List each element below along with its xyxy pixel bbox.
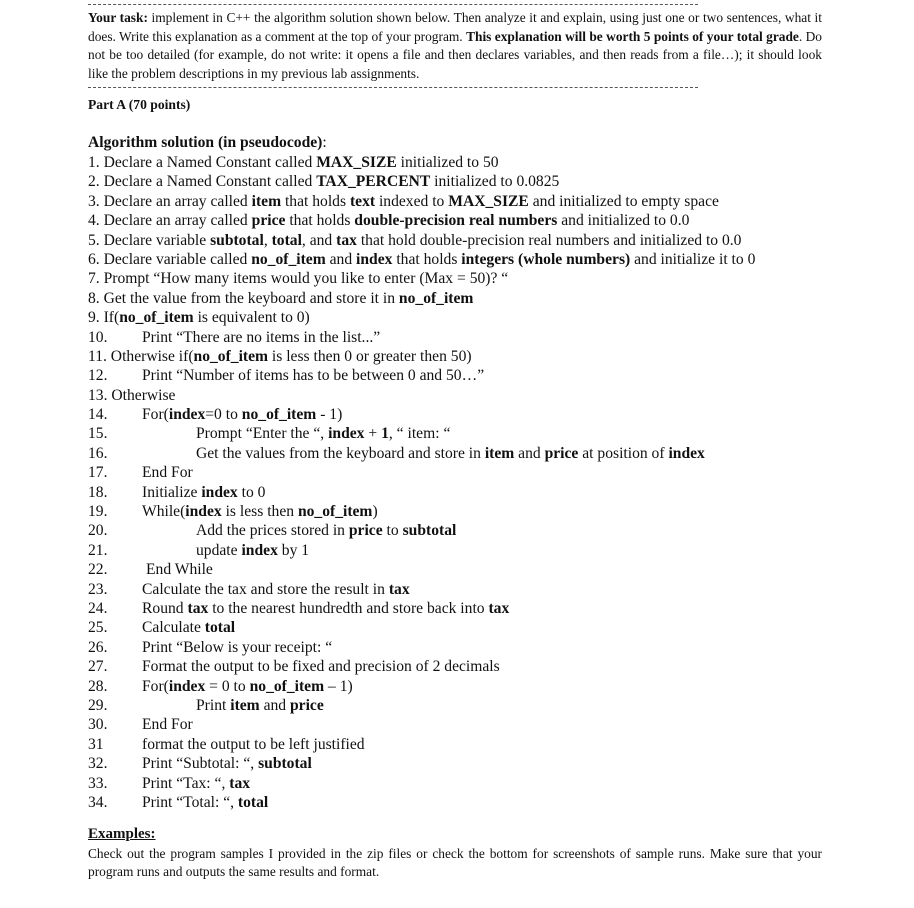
line-number: 15. bbox=[88, 425, 108, 443]
pseudocode-line bbox=[88, 502, 828, 521]
line-text-segment: indexed to bbox=[375, 192, 449, 210]
line-text-segment: For( bbox=[142, 677, 169, 695]
identifier-bold: item bbox=[484, 444, 515, 462]
line-text-segment: that holds bbox=[285, 212, 355, 230]
identifier-bold: TAX_PERCENT bbox=[316, 173, 431, 191]
pseudocode-line bbox=[88, 192, 828, 211]
line-text bbox=[88, 250, 755, 269]
line-number: 33. bbox=[88, 774, 108, 792]
line-number: 29. bbox=[88, 696, 108, 714]
line-number: 34. bbox=[88, 793, 108, 811]
pseudocode-line bbox=[88, 308, 828, 327]
identifier-bold: no_of_item bbox=[119, 309, 194, 327]
pseudocode-line bbox=[88, 347, 828, 366]
part-a-heading: Part A (70 points) bbox=[88, 97, 191, 112]
line-text bbox=[142, 580, 410, 599]
line-text bbox=[88, 269, 508, 288]
line-text bbox=[142, 366, 484, 385]
identifier-bold: MAX_SIZE bbox=[316, 154, 397, 171]
pseudocode-line bbox=[88, 269, 828, 288]
line-text-segment: Initialize bbox=[142, 483, 202, 501]
identifier-bold: no_of_item bbox=[398, 289, 474, 307]
line-text-segment: =0 to bbox=[205, 406, 242, 424]
line-number: 25. bbox=[88, 619, 108, 637]
pseudocode-line bbox=[88, 657, 828, 676]
line-text-segment: , “ item: “ bbox=[388, 425, 451, 443]
line-text-segment: and initialized to 0.0 bbox=[557, 212, 690, 230]
line-text bbox=[142, 638, 332, 657]
line-text bbox=[146, 560, 213, 579]
pseudocode-line bbox=[88, 599, 828, 618]
examples-text: Check out the program samples I provided in the zip files or check the bottom for screenshots of sample runs. Make sure that your program runs and outputs the same results and format. bbox=[88, 846, 822, 879]
line-text-segment: update bbox=[196, 541, 242, 559]
pseudocode-line bbox=[88, 405, 828, 424]
algorithm-title-colon: : bbox=[322, 134, 327, 151]
line-text-segment: Calculate bbox=[142, 619, 205, 637]
line-text-segment: Add the prices stored in bbox=[196, 522, 349, 540]
pseudocode-lines bbox=[88, 153, 828, 812]
pseudocode-line bbox=[88, 386, 828, 405]
line-text bbox=[196, 521, 456, 540]
line-number: 20. bbox=[88, 522, 108, 540]
pseudocode-line bbox=[88, 696, 828, 715]
line-text bbox=[88, 172, 559, 191]
identifier-bold: tax bbox=[187, 599, 209, 617]
identifier-bold: index bbox=[328, 425, 365, 443]
line-text-segment: Print “Total: “, bbox=[142, 793, 238, 811]
identifier-bold: integers (whole numbers) bbox=[461, 250, 631, 268]
identifier-bold: index bbox=[168, 406, 206, 424]
identifier-bold: total bbox=[271, 231, 302, 249]
line-number: 28. bbox=[88, 677, 108, 695]
identifier-bold: tax bbox=[336, 231, 357, 249]
identifier-bold: total bbox=[237, 793, 269, 811]
top-dashed-divider bbox=[88, 4, 698, 5]
line-text-segment: initialized to 0.0825 bbox=[430, 173, 560, 191]
identifier-bold: index bbox=[168, 677, 206, 695]
identifier-bold: no_of_item bbox=[193, 347, 269, 365]
pseudocode-line bbox=[88, 618, 828, 637]
pseudocode-line bbox=[88, 638, 828, 657]
line-text-segment: + bbox=[364, 425, 382, 443]
task-grade-note: This explanation will be worth 5 points of your total grade bbox=[466, 28, 799, 44]
line-text bbox=[196, 541, 309, 560]
pseudocode-line bbox=[88, 153, 828, 172]
line-number: 21. bbox=[88, 541, 108, 559]
line-text bbox=[88, 153, 499, 172]
line-text-segment: Format the output to be fixed and precision of 2 decimals bbox=[142, 658, 500, 676]
pseudocode-line bbox=[88, 250, 828, 269]
line-text-segment: - 1) bbox=[316, 406, 343, 424]
line-text-segment: 3. Declare an array called bbox=[88, 192, 252, 210]
identifier-bold: no_of_item bbox=[241, 406, 317, 424]
pseudocode-line bbox=[88, 424, 828, 443]
line-text-segment: and initialized to empty space bbox=[528, 192, 719, 210]
identifier-bold: index bbox=[356, 250, 393, 268]
line-text bbox=[88, 289, 473, 308]
identifier-bold: 1 bbox=[381, 425, 389, 443]
line-text-segment: Prompt “Enter the “, bbox=[196, 425, 329, 443]
identifier-bold: price bbox=[289, 696, 324, 714]
identifier-bold: price bbox=[348, 522, 383, 540]
pseudocode-line bbox=[88, 211, 828, 230]
line-text-segment: to the nearest hundredth and store back into bbox=[208, 599, 489, 617]
line-text bbox=[142, 405, 342, 424]
algorithm-title: Algorithm solution (in pseudocode) bbox=[88, 134, 323, 151]
line-text-segment: End For bbox=[142, 716, 193, 734]
identifier-bold: subtotal bbox=[402, 522, 457, 540]
line-number: 30. bbox=[88, 716, 108, 734]
line-text-segment: 7. Prompt “How many items would you like to enter (Max = 50)? “ bbox=[88, 270, 509, 288]
line-text-segment: and bbox=[259, 696, 290, 714]
algorithm-heading bbox=[88, 134, 327, 152]
line-number: 22. bbox=[88, 561, 108, 579]
line-text bbox=[88, 347, 472, 366]
line-text-segment: is less then bbox=[221, 503, 298, 521]
line-text-segment: While( bbox=[142, 503, 186, 521]
line-number: 12. bbox=[88, 367, 108, 385]
line-text-segment: End For bbox=[142, 464, 193, 482]
line-text-segment: at position of bbox=[578, 444, 669, 462]
line-number: 10. bbox=[88, 328, 108, 346]
line-text-segment: 4. Declare an array called bbox=[88, 212, 252, 230]
identifier-bold: index bbox=[241, 541, 278, 559]
line-text-segment: is less then 0 or greater then 50) bbox=[268, 347, 472, 365]
line-text bbox=[88, 211, 689, 230]
line-text bbox=[142, 657, 500, 676]
identifier-bold: tax bbox=[488, 599, 510, 617]
line-text bbox=[142, 677, 353, 696]
line-text-segment: 13. Otherwise bbox=[88, 386, 176, 404]
line-number: 17. bbox=[88, 464, 108, 482]
line-text bbox=[142, 715, 193, 734]
pseudocode-line bbox=[88, 463, 828, 482]
identifier-bold: subtotal bbox=[210, 231, 264, 249]
identifier-bold: no_of_item bbox=[249, 677, 325, 695]
task-text-part2: . Do not be too detailed (for example, do not write: it opens a file and then declares variables, and then reads from a file…); it should look like the problem descriptions in my previous lab assignments. bbox=[88, 28, 823, 81]
examples-heading: Examples: bbox=[88, 826, 156, 842]
line-text bbox=[88, 386, 175, 405]
line-number: 32. bbox=[88, 755, 108, 773]
identifier-bold: item bbox=[230, 696, 260, 714]
middle-dashed-divider bbox=[88, 87, 698, 88]
pseudocode-line bbox=[88, 289, 828, 308]
line-text bbox=[142, 463, 193, 482]
line-number: 31 bbox=[88, 735, 104, 753]
pseudocode-line bbox=[88, 483, 828, 502]
line-text-segment: ) bbox=[372, 503, 378, 521]
pseudocode-line bbox=[88, 735, 828, 754]
line-text-segment: and initialize it to 0 bbox=[630, 250, 756, 268]
line-number: 24. bbox=[88, 599, 108, 617]
pseudocode-line bbox=[88, 560, 828, 579]
identifier-bold: item bbox=[251, 192, 282, 210]
line-text-segment: 9. If( bbox=[88, 309, 120, 327]
pseudocode-line bbox=[88, 521, 828, 540]
pseudocode-line bbox=[88, 172, 828, 191]
line-number: 14. bbox=[88, 406, 108, 424]
line-text-segment: 8. Get the value from the keyboard and store it in bbox=[88, 289, 399, 307]
identifier-bold: index bbox=[201, 483, 238, 501]
line-text bbox=[142, 793, 268, 812]
line-text-segment: 11. Otherwise if( bbox=[88, 347, 194, 365]
identifier-bold: no_of_item bbox=[297, 503, 373, 521]
line-text-segment: and bbox=[514, 444, 545, 462]
line-text-segment: by 1 bbox=[277, 541, 310, 559]
pseudocode-line bbox=[88, 774, 828, 793]
line-number: 23. bbox=[88, 580, 108, 598]
line-text-segment: – 1) bbox=[324, 677, 353, 695]
identifier-bold: index bbox=[668, 444, 705, 462]
identifier-bold: tax bbox=[229, 774, 251, 792]
line-text-segment: Print “Tax: “, bbox=[142, 774, 230, 792]
line-text bbox=[142, 774, 250, 793]
line-text-segment: is equivalent to 0) bbox=[193, 309, 310, 327]
line-text-segment: that hold double-precision real numbers and initialized to 0.0 bbox=[356, 231, 742, 249]
pseudocode-line bbox=[88, 715, 828, 734]
pseudocode-line bbox=[88, 231, 828, 250]
line-text bbox=[196, 424, 450, 443]
line-text bbox=[88, 192, 719, 211]
task-instructions bbox=[88, 9, 822, 83]
line-text-segment: 5. Declare variable bbox=[88, 231, 211, 249]
line-text-segment: Calculate the tax and store the result in bbox=[142, 580, 389, 598]
identifier-bold: no_of_item bbox=[251, 250, 326, 268]
line-number: 26. bbox=[88, 638, 108, 656]
pseudocode-line bbox=[88, 677, 828, 696]
line-text bbox=[142, 483, 265, 502]
pseudocode-line bbox=[88, 328, 828, 347]
line-text-segment: to 0 bbox=[237, 483, 266, 501]
line-text bbox=[142, 502, 378, 521]
identifier-bold: index bbox=[185, 503, 222, 521]
pseudocode-line bbox=[88, 793, 828, 812]
line-text-segment: = 0 to bbox=[205, 677, 250, 695]
pseudocode-line bbox=[88, 541, 828, 560]
line-text-segment: 1. Declare a Named Constant called bbox=[88, 154, 317, 171]
line-text bbox=[142, 328, 380, 347]
line-text-segment: Round bbox=[142, 599, 188, 617]
identifier-bold: double-precision real numbers bbox=[354, 212, 558, 230]
identifier-bold: tax bbox=[388, 580, 410, 598]
line-text-segment: End While bbox=[146, 561, 213, 579]
line-text-segment: Print “There are no items in the list...” bbox=[142, 328, 381, 346]
pseudocode-line bbox=[88, 444, 828, 463]
line-text-segment: , bbox=[263, 231, 272, 249]
identifier-bold: text bbox=[349, 192, 376, 210]
line-text bbox=[88, 308, 310, 327]
pseudocode-line bbox=[88, 754, 828, 773]
line-text-segment: and bbox=[325, 250, 357, 268]
identifier-bold: MAX_SIZE bbox=[448, 192, 529, 210]
line-text-segment: 6. Declare variable called bbox=[88, 250, 252, 268]
line-text-segment: Print bbox=[196, 696, 231, 714]
line-text-segment: to bbox=[382, 522, 403, 540]
line-text-segment: Print “Number of items has to be between 0 and 50…” bbox=[142, 367, 485, 385]
identifier-bold: subtotal bbox=[258, 755, 312, 773]
task-label: Your task: bbox=[88, 10, 148, 25]
line-number: 19. bbox=[88, 503, 108, 521]
line-text-segment: that holds bbox=[392, 250, 462, 268]
identifier-bold: total bbox=[204, 619, 236, 637]
pseudocode-line bbox=[88, 366, 828, 385]
line-text bbox=[142, 735, 365, 754]
line-number: 18. bbox=[88, 483, 108, 501]
line-text bbox=[142, 754, 312, 773]
line-text-segment: Print “Below is your receipt: “ bbox=[142, 638, 333, 656]
line-text bbox=[196, 696, 324, 715]
line-text-segment: Get the values from the keyboard and store in bbox=[196, 444, 485, 462]
task-text-part1: implement in C++ the algorithm solution shown below. Then analyze it and explain, using just one or two sentences, what it does. Write this explanation as a comment at the top of your program. bbox=[88, 10, 822, 44]
identifier-bold: price bbox=[544, 444, 579, 462]
line-text-segment: that holds bbox=[281, 192, 350, 210]
line-text bbox=[88, 231, 741, 250]
line-text-segment: , and bbox=[301, 231, 337, 249]
line-text-segment: Print “Subtotal: “, bbox=[142, 755, 259, 773]
line-text bbox=[196, 444, 705, 463]
pseudocode-line bbox=[88, 580, 828, 599]
line-text-segment: initialized to 50 bbox=[396, 154, 499, 171]
identifier-bold: price bbox=[251, 212, 286, 230]
line-text-segment: For( bbox=[142, 406, 169, 424]
line-text-segment: 2. Declare a Named Constant called bbox=[88, 173, 317, 191]
line-number: 16. bbox=[88, 444, 108, 462]
line-text bbox=[142, 618, 235, 637]
line-number: 27. bbox=[88, 658, 108, 676]
line-text-segment: format the output to be left justified bbox=[142, 735, 365, 753]
line-text bbox=[142, 599, 509, 618]
